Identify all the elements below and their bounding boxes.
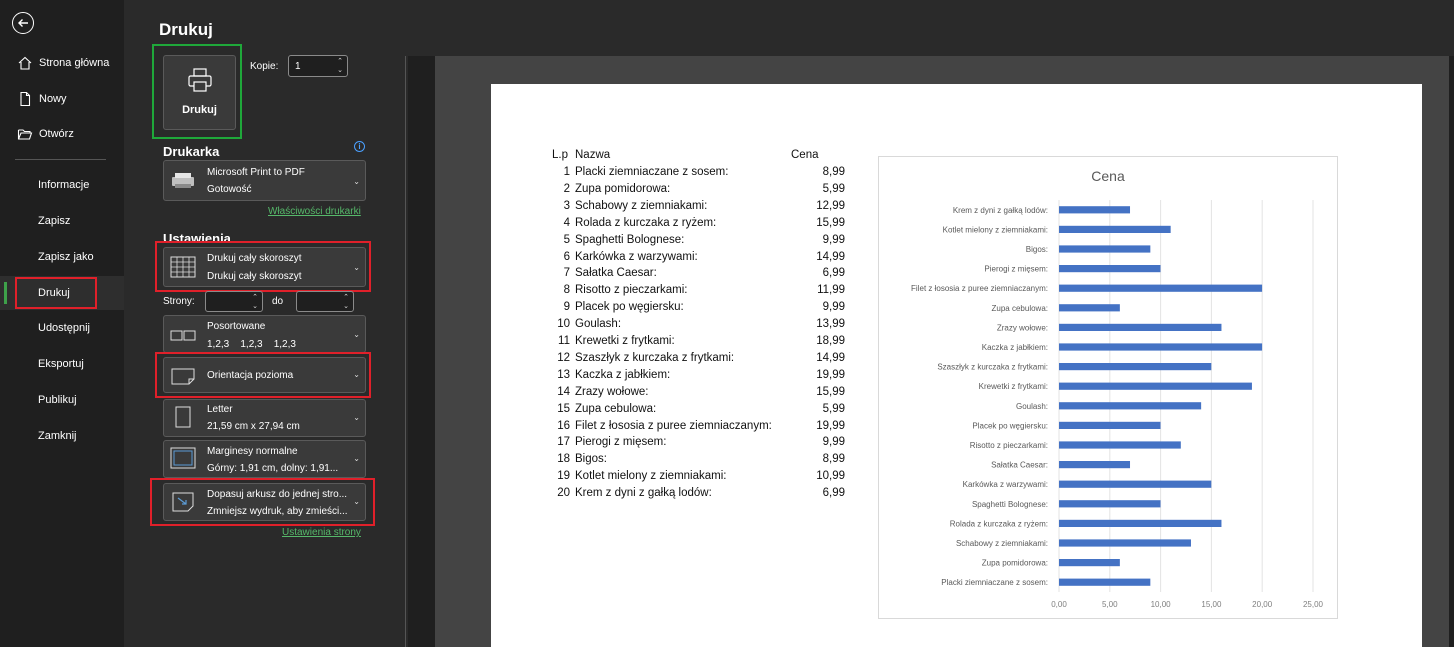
margins-dropdown[interactable] — [163, 440, 366, 478]
row-number: 12 — [557, 351, 570, 364]
annotation-highlight-orientation — [155, 352, 371, 398]
nav-item-label: Zapisz — [38, 215, 71, 227]
row-price: 19,99 — [816, 368, 845, 381]
printer-properties-link[interactable]: Właściwości drukarki — [268, 206, 361, 217]
row-name: Placki ziemniaczane z sosem: — [575, 166, 729, 178]
price-chart — [878, 156, 1338, 619]
y-category-label: Krem z dyni z gałką lodów: — [952, 205, 1048, 215]
y-category-label: Kotlet mielony z ziemniakami: — [942, 225, 1048, 235]
x-tick-label: 10,00 — [1150, 600, 1171, 609]
row-price: 9,99 — [822, 436, 845, 449]
nav-item-label: Nowy — [39, 93, 67, 105]
x-tick-label: 15,00 — [1201, 600, 1222, 609]
nav-item-label: Informacje — [38, 179, 90, 191]
printer-name: Microsoft Print to PDF — [207, 167, 305, 178]
pages-from-input[interactable] — [205, 291, 263, 312]
chart-bar — [1059, 304, 1120, 311]
row-price: 14,99 — [816, 250, 845, 263]
row-number: 14 — [557, 385, 570, 398]
folder-open-icon — [17, 126, 33, 142]
row-number: 17 — [557, 436, 570, 449]
paper-size-dropdown[interactable] — [163, 399, 366, 437]
x-tick-label: 20,00 — [1252, 600, 1273, 609]
row-number: 3 — [563, 199, 570, 212]
y-category-label: Zupa cebulowa: — [991, 303, 1048, 313]
row-number: 19 — [557, 470, 570, 483]
bar-chart-svg — [879, 157, 1337, 618]
y-category-label: Rolada z kurczaka z ryżem: — [949, 519, 1048, 529]
margins-icon — [170, 447, 196, 469]
chart-bar — [1059, 363, 1211, 370]
nav-item-info[interactable] — [0, 168, 124, 202]
annotation-highlight-print-button — [152, 44, 242, 139]
row-number: 2 — [563, 182, 570, 195]
row-price: 19,99 — [816, 419, 845, 432]
preview-page — [491, 84, 1422, 647]
row-price: 9,99 — [822, 301, 845, 314]
chevron-down-icon: ⌄ — [353, 497, 360, 506]
row-price: 14,99 — [816, 351, 845, 364]
nav-item-label: Zapisz jako — [38, 251, 94, 263]
collate-title: Posortowane — [207, 321, 266, 332]
y-category-label: Zupa pomidorowa: — [981, 558, 1048, 568]
y-category-label: Spaghetti Bolognese: — [971, 499, 1048, 509]
paper-size-desc: 21,59 cm x 27,94 cm — [207, 421, 300, 432]
new-file-icon — [17, 91, 33, 107]
printer-dropdown[interactable] — [163, 160, 366, 201]
annotation-highlight-print-nav — [15, 277, 97, 309]
chart-bar — [1059, 383, 1252, 390]
row-price: 8,99 — [822, 453, 845, 466]
collate-desc: 1,2,3 1,2,3 1,2,3 — [207, 339, 296, 350]
copies-value: 1 — [295, 61, 301, 72]
chart-bar — [1059, 500, 1160, 507]
chart-bar — [1059, 324, 1221, 331]
portrait-page-icon — [170, 406, 196, 428]
nav-item-save[interactable] — [0, 204, 124, 238]
nav-item-close[interactable] — [0, 419, 124, 453]
header-price: Cena — [791, 149, 819, 161]
y-category-label: Kaczka z jabłkiem: — [981, 343, 1048, 352]
row-price: 8,99 — [822, 166, 845, 178]
row-name: Schabowy z ziemniakami: — [575, 199, 708, 212]
back-button[interactable] — [12, 12, 34, 34]
chart-bar — [1059, 481, 1211, 488]
chevron-down-icon: ⌄ — [353, 263, 360, 272]
printer-device-icon — [170, 170, 196, 192]
y-category-label: Krewetki z frytkami: — [978, 382, 1048, 392]
chart-bar — [1059, 441, 1181, 448]
margins-desc: Górny: 1,91 cm, dolny: 1,91... — [207, 463, 339, 474]
nav-item-label: Strona główna — [39, 57, 110, 69]
row-name: Bigos: — [575, 453, 607, 466]
row-number: 13 — [557, 368, 570, 381]
stepper-arrows-icon[interactable]: ⌃ ⌄ — [252, 294, 258, 310]
pages-to-input[interactable] — [296, 291, 354, 312]
x-tick-label: 0,00 — [1051, 600, 1067, 609]
row-price: 5,99 — [822, 182, 845, 195]
row-price: 15,99 — [816, 216, 845, 229]
chart-bar — [1059, 245, 1150, 252]
y-category-label: Zrazy wołowe: — [996, 323, 1048, 333]
back-arrow-icon — [16, 16, 30, 30]
home-icon — [17, 55, 33, 71]
row-number: 4 — [563, 216, 570, 229]
row-price: 11,99 — [817, 284, 845, 297]
copies-label: Kopie: — [250, 61, 279, 72]
chart-title: Cena — [1091, 168, 1125, 184]
nav-item-new[interactable] — [0, 82, 124, 116]
chart-bar — [1059, 579, 1150, 586]
nav-item-label: Zamknij — [38, 430, 77, 442]
chart-bar — [1059, 539, 1191, 546]
row-name: Sałatka Caesar: — [575, 267, 657, 280]
backstage-nav — [0, 0, 124, 647]
nav-item-export[interactable] — [0, 347, 124, 381]
chart-bar — [1059, 559, 1120, 566]
row-price: 18,99 — [816, 335, 845, 347]
chart-bar — [1059, 343, 1262, 350]
row-number: 20 — [557, 487, 570, 500]
panel-divider — [405, 56, 406, 647]
nav-item-label: Udostępnij — [38, 322, 90, 334]
paper-size-title: Letter — [207, 404, 233, 415]
header-name: Nazwa — [575, 149, 611, 161]
top-strip — [408, 0, 1454, 56]
row-name: Risotto z pieczarkami: — [575, 284, 688, 297]
row-price: 13,99 — [816, 318, 845, 331]
nav-item-open[interactable] — [0, 117, 124, 151]
row-name: Filet z łososia z puree ziemniaczanym: — [575, 419, 772, 432]
row-name: Zupa cebulowa: — [575, 402, 657, 415]
chart-bar — [1059, 285, 1262, 292]
y-category-label: Sałatka Caesar: — [991, 460, 1048, 470]
scaling-title: Dopasuj arkusz do jednej stro... — [207, 489, 348, 500]
row-number: 7 — [563, 267, 570, 280]
row-price: 15,99 — [816, 385, 845, 398]
print-scope-title: Drukuj cały skoroszyt — [207, 253, 302, 264]
info-icon[interactable]: i — [354, 141, 365, 152]
y-category-label: Szaszłyk z kurczaka z frytkami: — [937, 362, 1048, 372]
chevron-down-icon: ⌄ — [353, 370, 360, 379]
nav-item-label: Eksportuj — [38, 358, 84, 370]
settings-header: Ustawienia — [163, 231, 231, 246]
y-category-label: Bigos: — [1025, 245, 1048, 254]
row-price: 6,99 — [822, 267, 845, 280]
chevron-down-icon: ⌄ — [353, 454, 360, 463]
row-name: Zupa pomidorowa: — [575, 182, 671, 195]
scaling-desc: Zmniejsz wydruk, aby zmieści... — [207, 506, 348, 517]
y-category-label: Schabowy z ziemniakami: — [955, 539, 1048, 548]
stepper-arrows-icon[interactable]: ⌃ ⌄ — [337, 58, 343, 74]
row-price: 10,99 — [816, 470, 845, 483]
row-price: 5,99 — [822, 402, 845, 415]
header-lp: L.p — [552, 149, 568, 161]
row-number: 6 — [563, 250, 570, 263]
chevron-down-icon: ⌄ — [353, 177, 360, 186]
margins-title: Marginesy normalne — [207, 446, 298, 457]
row-name: Zrazy wołowe: — [575, 385, 649, 398]
print-scope-desc: Drukuj cały skoroszyt — [207, 271, 302, 282]
row-number: 8 — [563, 284, 570, 297]
page-setup-link[interactable]: Ustawienia strony — [282, 527, 361, 538]
annotation-highlight-scaling — [150, 478, 375, 526]
row-price: 12,99 — [816, 199, 845, 212]
row-price: 6,99 — [822, 487, 845, 500]
nav-item-home[interactable] — [0, 46, 124, 80]
nav-item-label: Publikuj — [38, 394, 77, 406]
chart-bar — [1059, 520, 1221, 527]
nav-item-save-as[interactable] — [0, 240, 124, 274]
row-number: 10 — [557, 318, 570, 331]
page-title: Drukuj — [159, 20, 213, 39]
row-name: Rolada z kurczaka z ryżem: — [575, 216, 717, 229]
row-name: Krewetki z frytkami: — [575, 335, 675, 347]
chart-bar — [1059, 402, 1201, 409]
row-number: 5 — [563, 233, 570, 246]
row-name: Spaghetti Bolognese: — [575, 233, 685, 246]
copies-stepper[interactable] — [288, 55, 348, 77]
pages-to-label: do — [272, 296, 284, 307]
row-name: Karkówka z warzywami: — [575, 250, 698, 263]
nav-item-share[interactable] — [0, 311, 124, 345]
chart-bar — [1059, 226, 1171, 233]
y-category-label: Risotto z pieczarkami: — [969, 441, 1048, 450]
chevron-down-icon: ⌄ — [353, 330, 360, 339]
row-price: 9,99 — [822, 233, 845, 246]
orientation-value: Orientacja pozioma — [207, 370, 294, 381]
y-category-label: Pierogi z mięsem: — [984, 264, 1048, 274]
row-name: Kaczka z jabłkiem: — [575, 368, 671, 381]
chart-bar — [1059, 206, 1130, 213]
row-name: Szaszłyk z kurczaka z frytkami: — [575, 351, 735, 364]
chart-bar — [1059, 422, 1160, 429]
nav-item-label: Drukuj — [38, 287, 70, 299]
y-category-label: Filet z łososia z puree ziemniaczanym: — [911, 284, 1048, 294]
row-number: 15 — [557, 402, 570, 415]
y-category-label: Placki ziemniaczane z sosem: — [941, 578, 1048, 588]
row-name: Placek po węgiersku: — [575, 301, 684, 314]
row-number: 11 — [558, 335, 570, 347]
pages-label: Strony: — [163, 296, 195, 307]
collate-dropdown[interactable] — [163, 315, 366, 353]
printer-header: Drukarka — [163, 144, 220, 159]
y-category-label: Goulash: — [1015, 401, 1048, 411]
printer-status: Gotowość — [207, 184, 252, 195]
row-name: Goulash: — [575, 318, 622, 331]
nav-item-label: Otwórz — [39, 128, 74, 140]
y-category-label: Placek po węgiersku: — [972, 421, 1048, 431]
nav-item-publish[interactable] — [0, 383, 124, 417]
row-name: Krem z dyni z gałką lodów: — [575, 487, 712, 500]
y-category-label: Karkówka z warzywami: — [962, 480, 1048, 490]
collated-icon — [170, 324, 196, 346]
row-name: Kotlet mielony z ziemniakami: — [575, 470, 727, 483]
print-button-label: Drukuj — [182, 104, 217, 116]
row-number: 1 — [563, 166, 570, 178]
row-number: 16 — [557, 419, 570, 432]
row-number: 18 — [557, 453, 570, 466]
row-number: 9 — [563, 301, 570, 314]
x-tick-label: 5,00 — [1102, 600, 1118, 609]
annotation-highlight-scope — [155, 241, 371, 292]
chart-bar — [1059, 461, 1130, 468]
row-name: Pierogi z mięsem: — [575, 436, 667, 449]
chart-bar — [1059, 265, 1160, 272]
nav-divider — [15, 159, 106, 160]
x-tick-label: 25,00 — [1302, 600, 1324, 609]
chevron-down-icon: ⌄ — [353, 413, 360, 422]
stepper-arrows-icon[interactable]: ⌃ ⌄ — [343, 294, 349, 310]
